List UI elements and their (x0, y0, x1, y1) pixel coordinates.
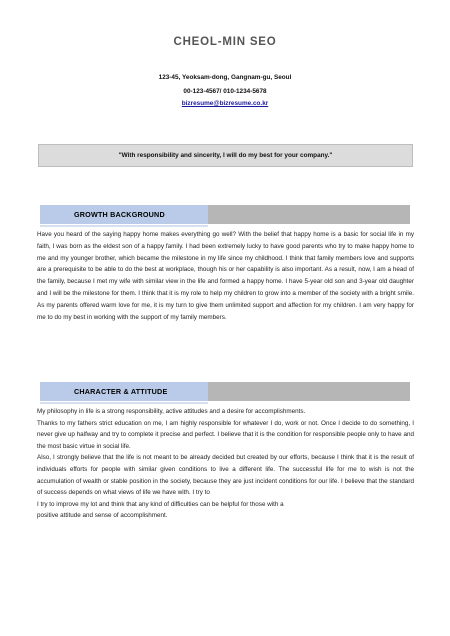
section-title: CHARACTER & ATTITUDE (74, 387, 168, 396)
phone-numbers: 00-123-4567/ 010-1234-5678 (183, 88, 267, 95)
paragraph-line: My philosophy in life is a strong responsibility, active attitudes and a desire for accomplishments. (37, 408, 306, 415)
address: 123-45, Yeoksam-dong, Gangnam-gu, Seoul (158, 74, 292, 81)
growth-paragraph: Have you heard of the saying happy home makes everything go well? With the belief that happy home is a basic for social life in my faith, I was born as the eldest son of a happy family. I had been extremely lucky to have good parents who try to make happy home to me and my younger brother, which became the milestone in my life since my childhood. I think that family members love and supports are a prerequisite to be able to do the best at workplace, though his or her capability is also important. As a result, now, I am a head of the family, because I met my wife with similar view in the life and formed a happy home. I have 5-year old son and 3-year old daughter and I will be the milestone for them. I think that it is my role to help my children to grow into a member of the society with a bright smile. As my parents offered warm love for me, it is my turn to give them unlimited support and affection for my children. I am very happy for me to do my best in working with the support of my family members. (37, 231, 414, 321)
email-link[interactable]: bizresume@bizresume.co.kr (181, 100, 269, 107)
character-paragraph (37, 406, 414, 522)
paragraph-line: positive attitude and sense of accomplishment. (37, 512, 168, 520)
section-underline (40, 225, 208, 227)
applicant-name: CHEOL-MIN SEO (173, 36, 277, 48)
paragraph-line: Also, I strongly believe that the life is not meant to be already decided but created by our efforts, because I think that it is the result of individuals efforts for people with similar given conditions to live a different life. The successful life for me to wish is not the accumulation of wealth or stable position in the society, because they are just incident conditions for our life. I believe that the standard of success depends on what views of life we have with. I try to (37, 454, 414, 497)
section-header-character (40, 382, 410, 401)
email-line (0, 100, 450, 107)
paragraph-line: I try to improve my lot and think that any kind of difficulties can be helpful for those with a (37, 500, 284, 508)
section-title: GROWTH BACKGROUND (74, 210, 165, 219)
motto-banner: "With responsibility and sincerity, I will do my best for your company." (38, 144, 413, 167)
section-underline (40, 402, 208, 404)
paragraph-line: Thanks to my fathers strict education on me, I am highly responsible for whatever I do, work or not. Once I decide to do something, I never give up halfway and try to complete it precise and perfect. I believe that it is the condition for responsible people only to have and the most basic virtue in social life. (37, 419, 414, 450)
section-header-growth (40, 205, 410, 224)
